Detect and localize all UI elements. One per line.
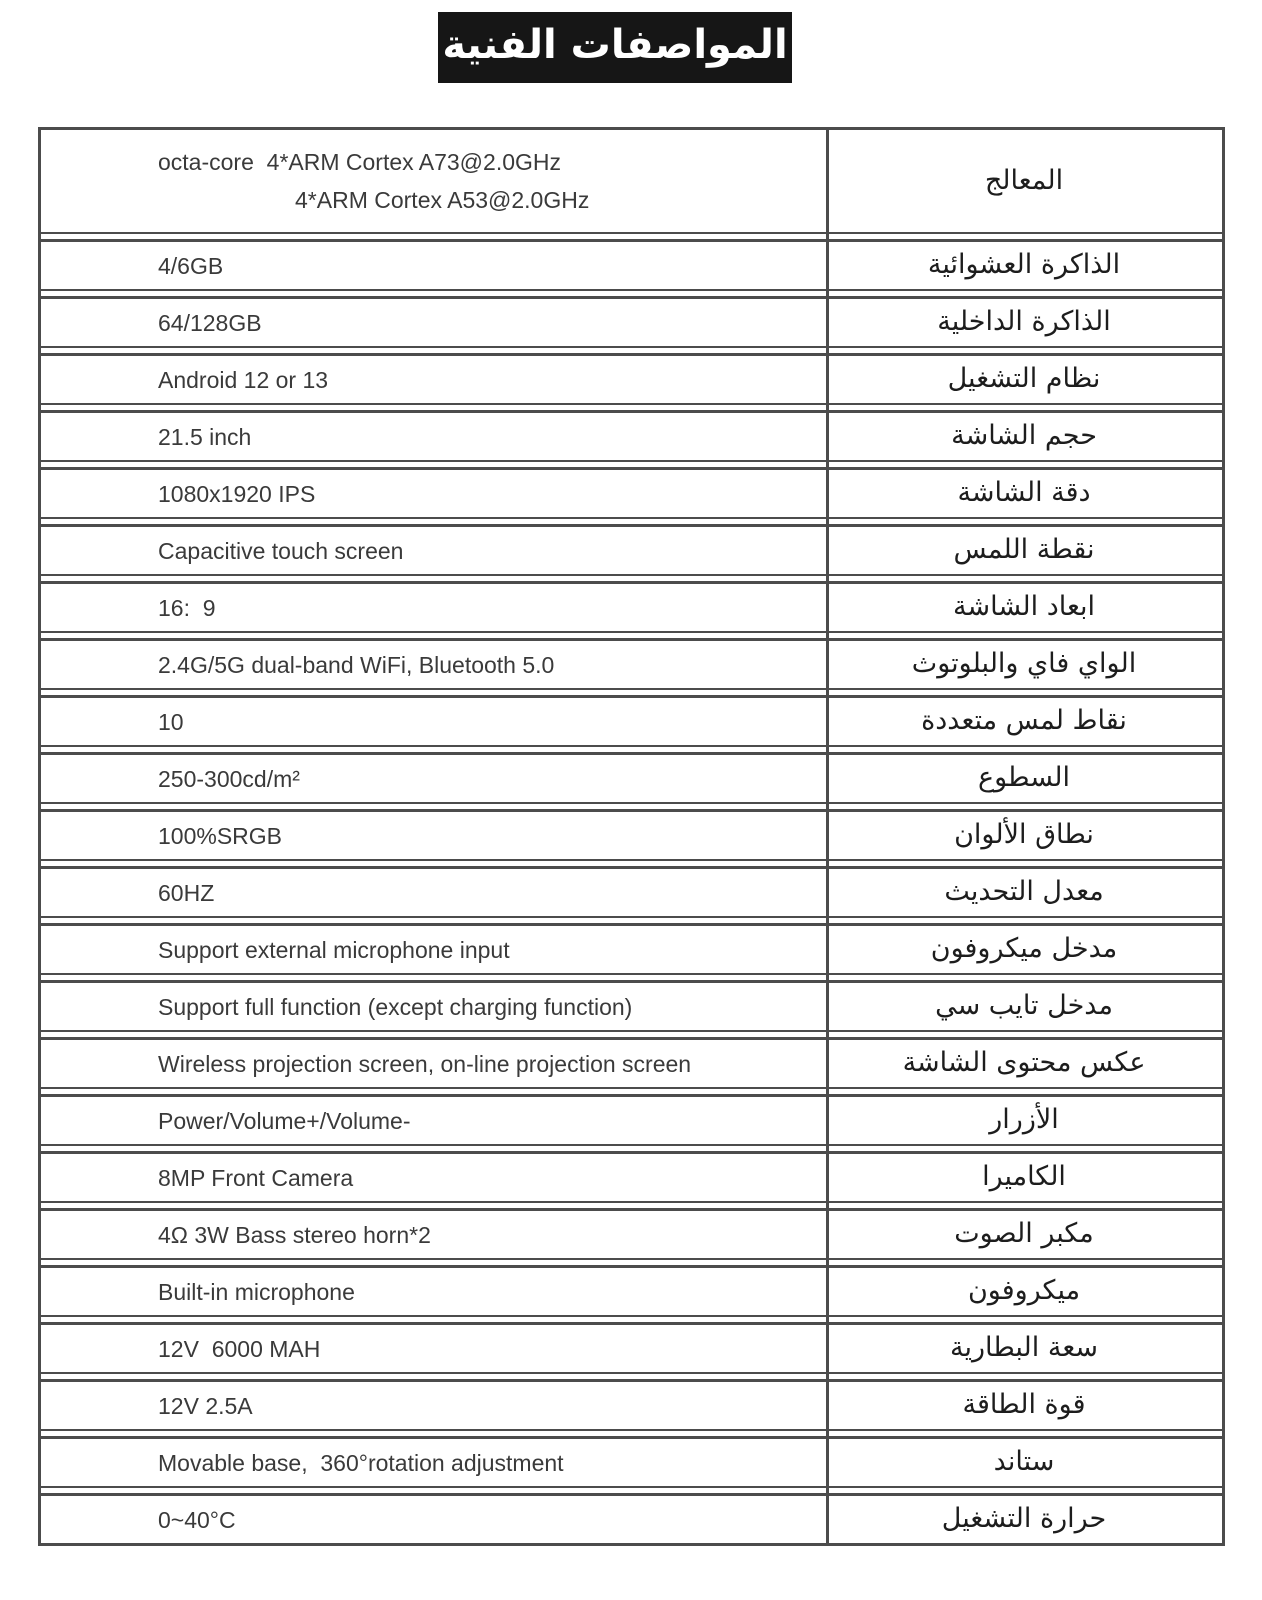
spec-value-text: 2.4G/5G dual-band WiFi, Bluetooth 5.0 [158,651,555,678]
spec-value-cell [41,1325,826,1372]
spec-value-text: Built-in microphone [158,1278,355,1305]
spec-label-arabic: ابعاد الشاشة [953,591,1096,623]
spec-value-text: Capacitive touch screen [158,537,404,564]
spec-value-cell [41,130,826,232]
spec-value-text: Wireless projection screen, on-line projection screen [158,1050,692,1077]
spec-label-arabic: الكاميرا [982,1161,1066,1193]
table-row [41,1208,1222,1260]
spec-value-cell [41,584,826,631]
table-row [41,809,1222,861]
spec-label-arabic: دقة الشاشة [957,477,1091,509]
spec-value-cell [41,641,826,688]
spec-label-arabic: ميكروفون [967,1275,1081,1307]
spec-value-text: 16: 9 [158,594,216,621]
table-row [41,1379,1222,1431]
spec-label-arabic: المعالج [984,164,1064,196]
table-row [41,353,1222,405]
spec-value-text: 4Ω 3W Bass stereo horn*2 [158,1221,431,1248]
spec-value-text: 8MP Front Camera [158,1164,354,1191]
spec-value-cell [41,527,826,574]
table-row [41,752,1222,804]
spec-value-text: 21.5 inch [158,423,252,450]
spec-value-cell [41,1268,826,1315]
spec-value-cell [41,983,826,1030]
table-row [41,239,1222,291]
table-row [41,1265,1222,1317]
table-row [41,296,1222,348]
spec-label-arabic: الذاكرة العشوائية [927,249,1121,281]
spec-value-text: 64/128GB [158,309,262,336]
spec-value-cell [41,1040,826,1087]
spec-value-cell [41,413,826,460]
spec-label-arabic: السطوع [977,762,1071,794]
spec-label-arabic: نظام التشغيل [947,363,1101,395]
spec-label-arabic: نطاق الألوان [954,819,1094,851]
spec-value-text: 0~40°C [158,1506,236,1533]
spec-value-text: 12V 6000 MAH [158,1335,321,1362]
title-banner [438,12,792,83]
spec-value-cell [41,926,826,973]
spec-value-text: 4/6GB [158,252,224,279]
table-row [41,524,1222,576]
spec-label-arabic: نقطة اللمس [953,534,1095,566]
spec-label-arabic: الأزرار [989,1104,1059,1136]
table-row [41,1493,1222,1546]
spec-label-arabic: قوة الطاقة [962,1389,1086,1421]
spec-label-arabic: نقاط لمس متعددة [921,705,1127,737]
spec-value-text: Support full function (except charging function) [158,993,633,1020]
spec-value-text: Power/Volume+/Volume- [158,1107,411,1134]
spec-value-cell [41,1382,826,1429]
spec-value-cell [41,812,826,859]
spec-value-text: octa-core 4*ARM Cortex A73@2.0GHz [158,149,562,175]
spec-value-text: 1080x1920 IPS [158,480,316,507]
table-row [41,581,1222,633]
spec-label-arabic: مدخل تايب سي [935,990,1113,1022]
table-row [41,467,1222,519]
table-row [41,410,1222,462]
spec-value-text: 100%SRGB [158,822,283,849]
table-row [41,1151,1222,1203]
spec-value-cell [41,1211,826,1258]
spec-label-arabic: الواي فاي والبلوتوث [911,648,1137,680]
table-row [41,866,1222,918]
spec-value-text: 12V 2.5A [158,1392,253,1419]
spec-value-text-line2: 4*ARM Cortex A53@2.0GHz [295,187,590,213]
spec-value-cell [41,356,826,403]
page-title: المواصفات الفنية [442,21,788,68]
table-row [41,923,1222,975]
spec-value-cell [41,299,826,346]
table-row [41,638,1222,690]
spec-value-cell [41,1097,826,1144]
spec-value-cell [41,242,826,289]
table-row [41,1037,1222,1089]
spec-value-text: 10 [158,708,184,735]
table-row [41,695,1222,747]
spec-value-text: Movable base, 360°rotation adjustment [158,1449,564,1476]
table-row [41,127,1222,234]
spec-value-text: Android 12 or 13 [158,366,329,393]
spec-value-cell [41,698,826,745]
spec-value-cell [41,1154,826,1201]
table-row [41,980,1222,1032]
spec-label-arabic: مكبر الصوت [954,1218,1094,1250]
table-row [41,1322,1222,1374]
spec-value-cell [41,1496,826,1543]
spec-label-arabic: ستاند [993,1446,1055,1478]
spec-value-cell [41,755,826,802]
spec-label-arabic: سعة البطارية [950,1332,1098,1364]
spec-table [38,127,1225,1546]
spec-label-arabic: حرارة التشغيل [941,1503,1107,1535]
spec-value-text: Support external microphone input [158,936,510,963]
spec-label-arabic: حجم الشاشة [951,420,1097,452]
spec-value-text: 60HZ [158,879,215,906]
column-divider [826,127,829,1546]
table-row [41,1094,1222,1146]
spec-value-cell [41,869,826,916]
spec-value-cell [41,1439,826,1486]
spec-label-arabic: عكس محتوى الشاشة [902,1047,1146,1079]
table-row [41,1436,1222,1488]
spec-value-text: 250-300cd/m² [158,765,300,792]
spec-label-arabic: الذاكرة الداخلية [937,306,1111,338]
spec-value-cell [41,470,826,517]
spec-label-arabic: معدل التحديث [944,876,1104,908]
spec-label-arabic: مدخل ميكروفون [930,933,1118,965]
